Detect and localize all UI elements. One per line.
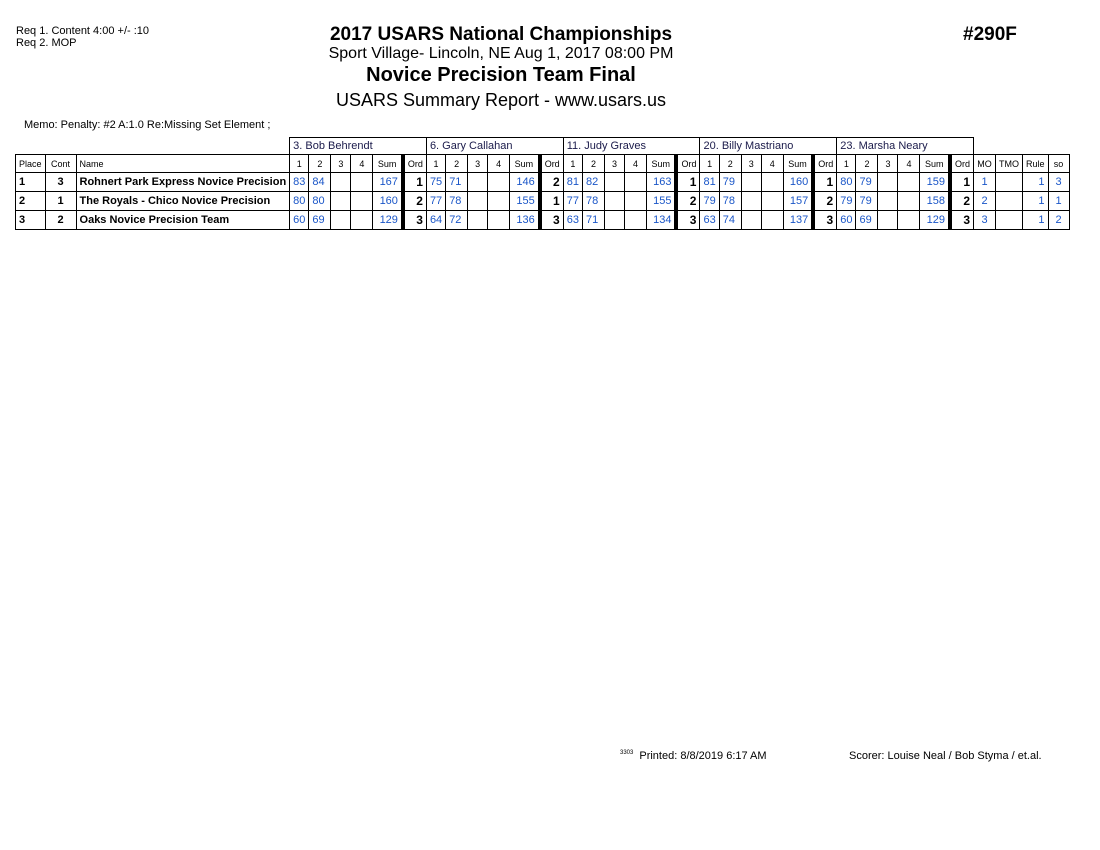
score-2: 79	[719, 173, 741, 192]
mo: 2	[974, 192, 996, 211]
table-row	[16, 192, 1070, 211]
team-name: Rohnert Park Express Novice Precision	[76, 173, 290, 192]
tmo	[996, 211, 1023, 230]
tmo	[996, 192, 1023, 211]
header-judge-col: 2	[719, 155, 741, 173]
score-4	[624, 211, 646, 230]
judge-name: 3. Bob Behrendt	[290, 138, 427, 155]
header-tmo: TMO	[996, 155, 1023, 173]
place: 2	[16, 192, 46, 211]
score-2: 79	[856, 192, 878, 211]
score-sum: 136	[510, 211, 540, 230]
score-3	[468, 211, 488, 230]
score-2: 71	[446, 173, 468, 192]
event-name: Novice Precision Team Final	[366, 64, 636, 86]
header-judge-col: 2	[582, 155, 604, 173]
requirement-2: Req 2. MOP	[16, 37, 77, 49]
score-2: 80	[309, 192, 331, 211]
score-3	[331, 211, 351, 230]
score-1: 83	[290, 173, 309, 192]
ordinal: 3	[403, 211, 427, 230]
team-name: The Royals - Chico Novice Precision	[76, 192, 290, 211]
ordinal: 1	[540, 192, 564, 211]
score-1: 80	[837, 173, 856, 192]
rule: 1	[1023, 211, 1049, 230]
score-2: 78	[582, 192, 604, 211]
header-judge-col: 4	[898, 155, 920, 173]
column-header-row	[16, 155, 1070, 173]
score-2: 78	[446, 192, 468, 211]
header-judge-col: 1	[837, 155, 856, 173]
score-sum: 163	[646, 173, 676, 192]
report-name: USARS Summary Report - www.usars.us	[335, 90, 667, 110]
memo: Memo: Penalty: #2 A:1.0 Re:Missing Set Element ;	[24, 119, 271, 131]
place: 1	[16, 173, 46, 192]
spacer	[974, 138, 1070, 155]
score-sum: 137	[783, 211, 813, 230]
ordinal: 2	[540, 173, 564, 192]
event-number: #290F	[963, 24, 1017, 45]
tmo	[996, 173, 1023, 192]
score-3	[604, 211, 624, 230]
rule: 1	[1023, 192, 1049, 211]
score-1: 81	[563, 173, 582, 192]
so: 1	[1048, 192, 1069, 211]
score-1: 60	[837, 211, 856, 230]
score-2: 71	[582, 211, 604, 230]
venue: Sport Village- Lincoln, NE Aug 1, 2017 08:00 PM	[328, 45, 674, 62]
header-judge-col: 3	[604, 155, 624, 173]
score-3	[878, 173, 898, 192]
ordinal: 2	[950, 192, 974, 211]
contestant-number: 1	[45, 192, 76, 211]
score-3	[741, 173, 761, 192]
header-judge-col: 2	[309, 155, 331, 173]
judge-name: 23. Marsha Neary	[837, 138, 974, 155]
header-judge-col: Ord	[540, 155, 564, 173]
score-2: 74	[719, 211, 741, 230]
ordinal: 3	[676, 211, 700, 230]
header-so: so	[1048, 155, 1069, 173]
header-judge-col: 3	[331, 155, 351, 173]
header-judge-col: 1	[426, 155, 445, 173]
ordinal: 1	[403, 173, 427, 192]
score-4	[761, 192, 783, 211]
score-1: 79	[700, 192, 719, 211]
header-judge-col: Ord	[813, 155, 837, 173]
header-judge-col: 3	[741, 155, 761, 173]
scorer-info: Scorer: Louise Neal / Bob Styma / et.al.	[849, 750, 1042, 762]
score-sum: 159	[920, 173, 950, 192]
score-3	[878, 192, 898, 211]
header-judge-col: Sum	[783, 155, 813, 173]
score-sum: 134	[646, 211, 676, 230]
table-row	[16, 211, 1070, 230]
header-judge-col: 3	[878, 155, 898, 173]
score-4	[624, 173, 646, 192]
score-4	[351, 192, 373, 211]
score-3	[878, 211, 898, 230]
ordinal: 3	[950, 211, 974, 230]
score-4	[488, 192, 510, 211]
spacer	[16, 138, 290, 155]
ordinal: 2	[676, 192, 700, 211]
score-1: 79	[837, 192, 856, 211]
score-sum: 167	[373, 173, 403, 192]
score-2: 72	[446, 211, 468, 230]
score-2: 69	[309, 211, 331, 230]
score-sum: 146	[510, 173, 540, 192]
score-1: 77	[563, 192, 582, 211]
team-name: Oaks Novice Precision Team	[76, 211, 290, 230]
so: 2	[1048, 211, 1069, 230]
ordinal: 1	[676, 173, 700, 192]
score-4	[898, 211, 920, 230]
score-2: 82	[582, 173, 604, 192]
score-1: 63	[700, 211, 719, 230]
header-name: Name	[76, 155, 290, 173]
score-2: 79	[856, 173, 878, 192]
header-judge-col: 4	[351, 155, 373, 173]
report-code: 3303	[620, 750, 634, 756]
ordinal: 2	[813, 192, 837, 211]
score-1: 77	[426, 192, 445, 211]
page-title: 2017 USARS National Championships	[329, 24, 673, 45]
header-judge-col: 1	[290, 155, 309, 173]
score-sum: 155	[646, 192, 676, 211]
score-4	[761, 173, 783, 192]
contestant-number: 3	[45, 173, 76, 192]
contestant-number: 2	[45, 211, 76, 230]
requirement-1: Req 1. Content 4:00 +/- :10	[16, 25, 150, 37]
score-1: 80	[290, 192, 309, 211]
score-4	[624, 192, 646, 211]
header-judge-col: 3	[468, 155, 488, 173]
header-judge-col: 4	[624, 155, 646, 173]
score-3	[604, 192, 624, 211]
score-4	[351, 211, 373, 230]
score-1: 75	[426, 173, 445, 192]
results-table	[15, 137, 1070, 230]
header-mo: MO	[974, 155, 996, 173]
score-3	[331, 192, 351, 211]
score-1: 64	[426, 211, 445, 230]
score-4	[488, 211, 510, 230]
so: 3	[1048, 173, 1069, 192]
score-2: 78	[719, 192, 741, 211]
header-judge-col: Sum	[646, 155, 676, 173]
score-3	[741, 192, 761, 211]
score-1: 63	[563, 211, 582, 230]
judge-name: 20. Billy Mastriano	[700, 138, 837, 155]
score-sum: 157	[783, 192, 813, 211]
header-judge-col: Ord	[676, 155, 700, 173]
score-3	[468, 173, 488, 192]
header-judge-col: 4	[761, 155, 783, 173]
score-sum: 160	[783, 173, 813, 192]
header-judge-col: 1	[700, 155, 719, 173]
score-sum: 129	[920, 211, 950, 230]
score-1: 81	[700, 173, 719, 192]
table-row	[16, 173, 1070, 192]
ordinal: 2	[403, 192, 427, 211]
score-3	[604, 173, 624, 192]
header-judge-col: 2	[856, 155, 878, 173]
ordinal: 1	[813, 173, 837, 192]
mo: 1	[974, 173, 996, 192]
header-judge-col: 1	[563, 155, 582, 173]
score-4	[351, 173, 373, 192]
score-4	[761, 211, 783, 230]
header-judge-col: Sum	[510, 155, 540, 173]
score-sum: 158	[920, 192, 950, 211]
score-2: 69	[856, 211, 878, 230]
score-3	[331, 173, 351, 192]
header-judge-col: Sum	[920, 155, 950, 173]
score-2: 84	[309, 173, 331, 192]
score-sum: 160	[373, 192, 403, 211]
mo: 3	[974, 211, 996, 230]
score-1: 60	[290, 211, 309, 230]
header-judge-col: Ord	[950, 155, 974, 173]
printed-info	[620, 750, 767, 762]
header-place: Place	[16, 155, 46, 173]
score-sum: 155	[510, 192, 540, 211]
ordinal: 3	[540, 211, 564, 230]
judge-name: 11. Judy Graves	[563, 138, 700, 155]
score-sum: 129	[373, 211, 403, 230]
score-4	[488, 173, 510, 192]
judge-name: 6. Gary Callahan	[426, 138, 563, 155]
printed-date: Printed: 8/8/2019 6:17 AM	[639, 750, 767, 762]
header-judge-col: 4	[488, 155, 510, 173]
score-3	[741, 211, 761, 230]
ordinal: 1	[950, 173, 974, 192]
place: 3	[16, 211, 46, 230]
judge-header-row	[16, 138, 1070, 155]
rule: 1	[1023, 173, 1049, 192]
header-judge-col: Ord	[403, 155, 427, 173]
header-judge-col: 2	[446, 155, 468, 173]
header-cont: Cont	[45, 155, 76, 173]
header-rule: Rule	[1023, 155, 1049, 173]
score-4	[898, 173, 920, 192]
header-judge-col: Sum	[373, 155, 403, 173]
score-4	[898, 192, 920, 211]
score-3	[468, 192, 488, 211]
ordinal: 3	[813, 211, 837, 230]
